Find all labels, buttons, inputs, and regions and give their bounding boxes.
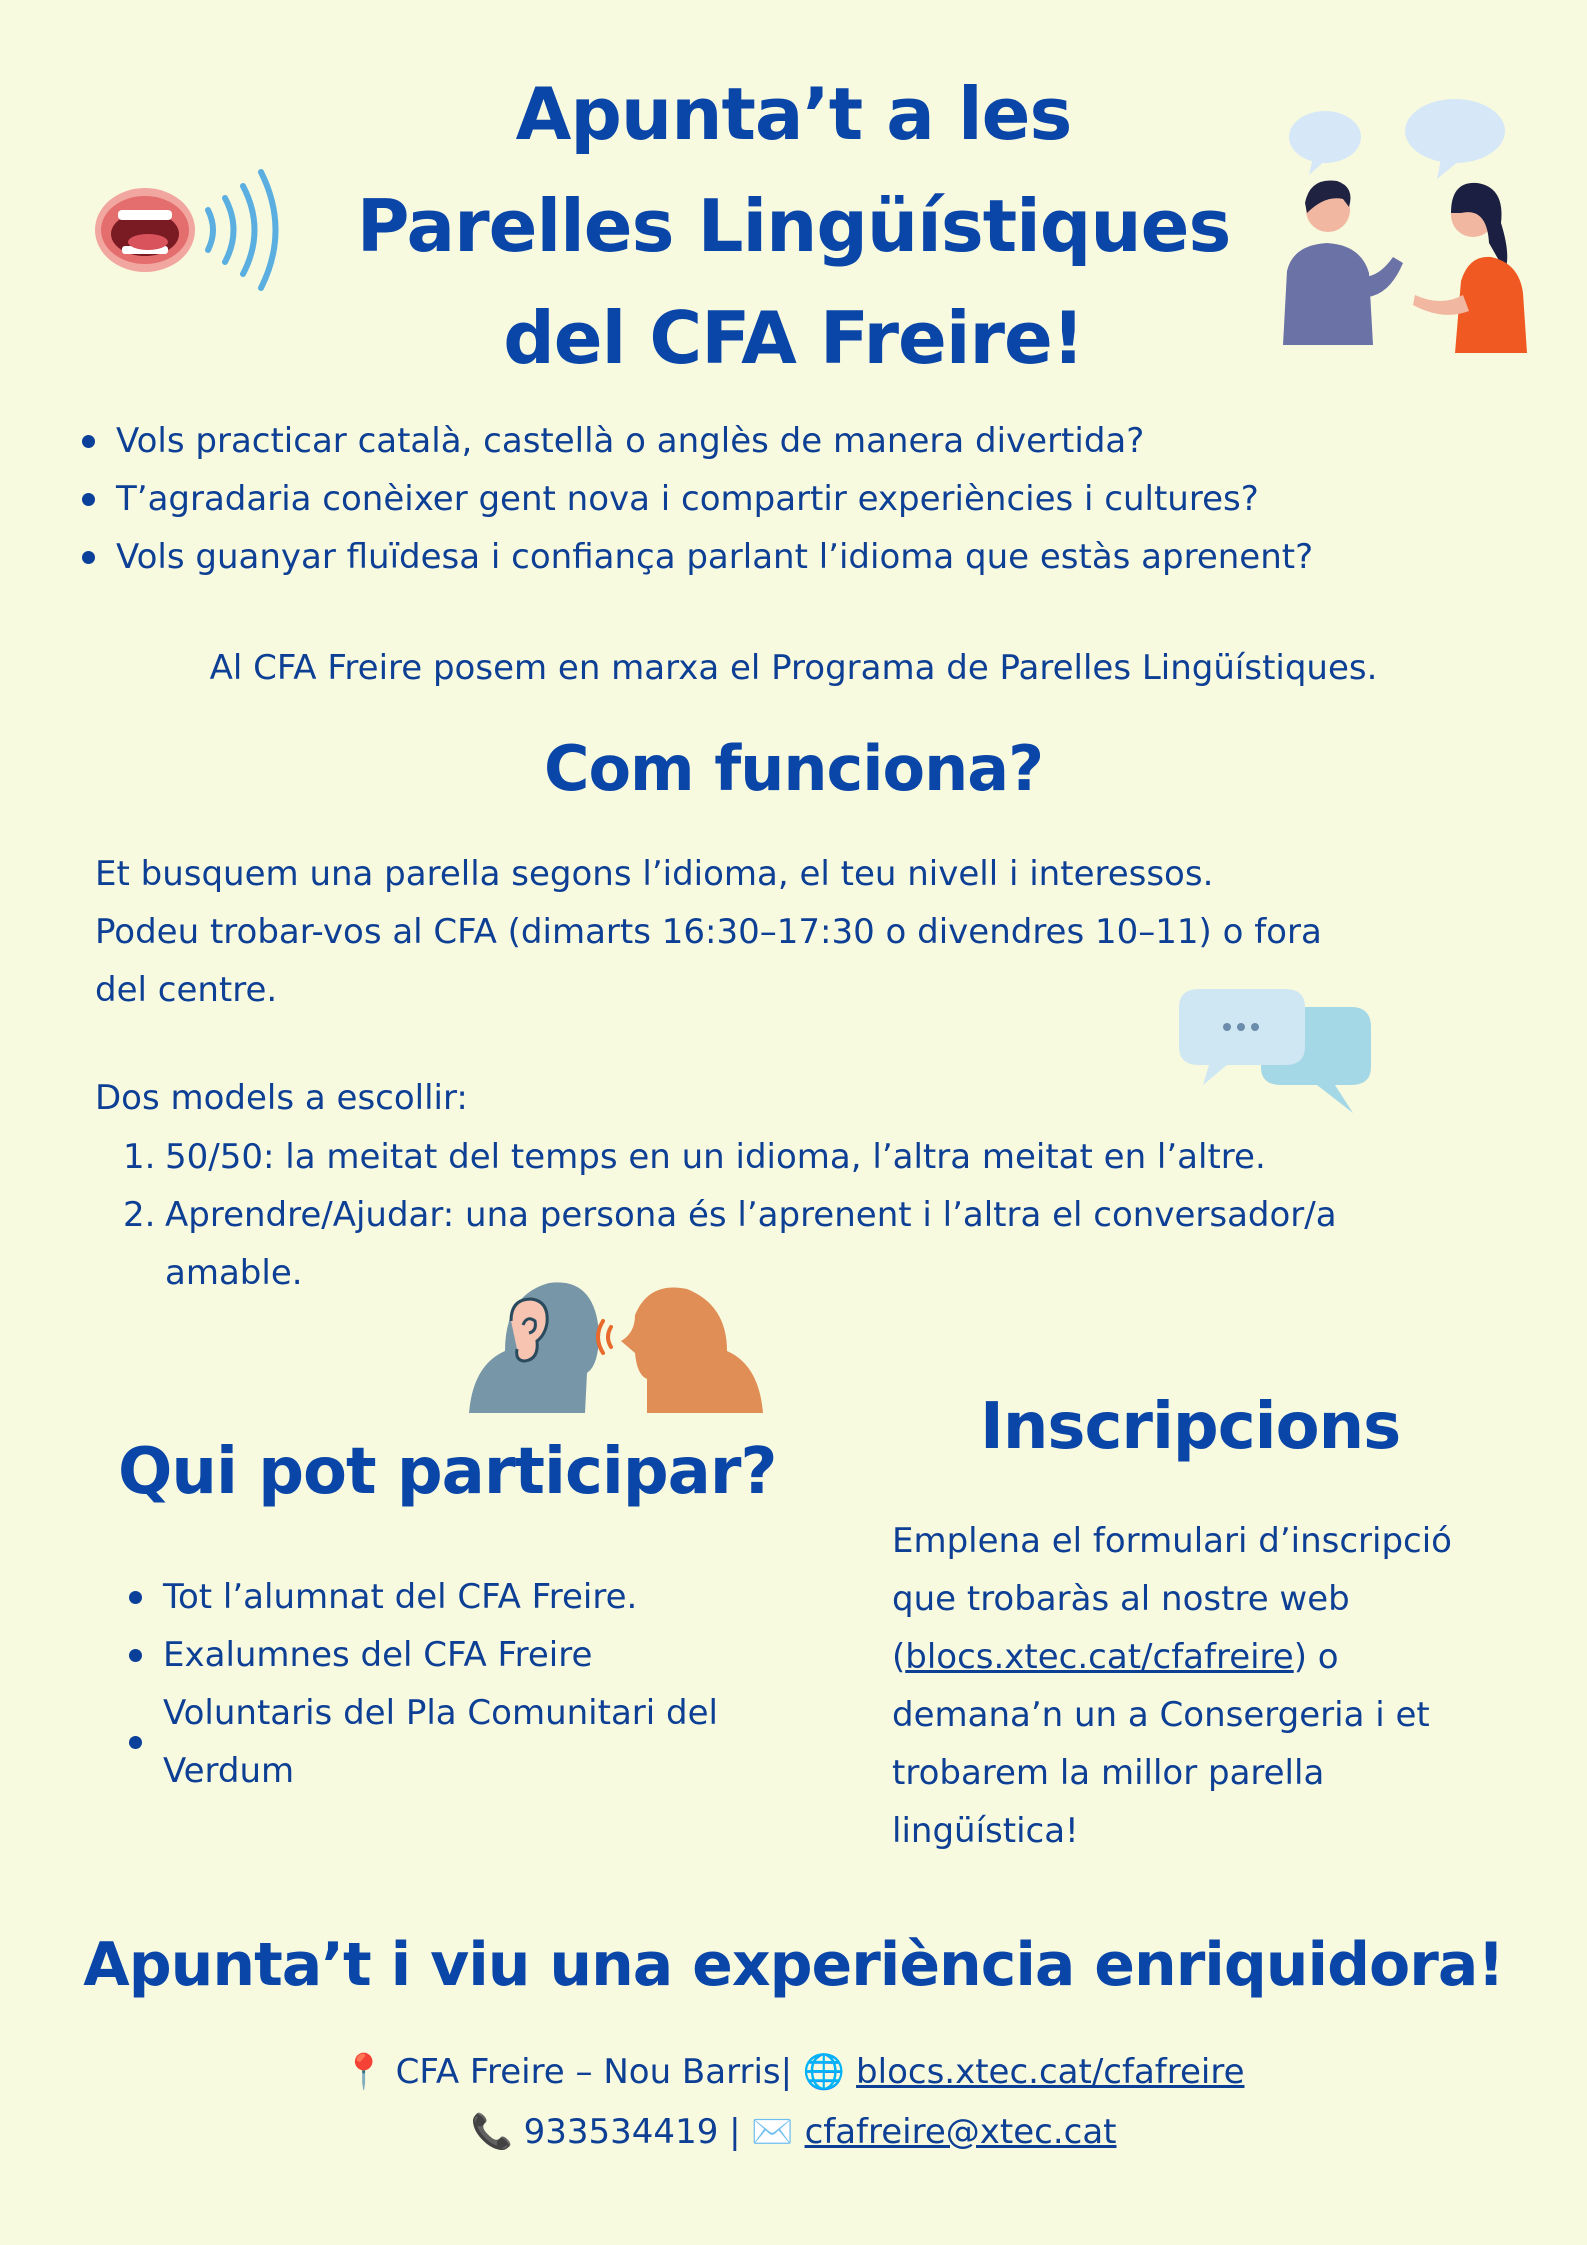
models-intro: Dos models a escollir: xyxy=(95,1078,468,1118)
signup-text xyxy=(892,1512,1452,1860)
footer-phone: 933534419 | xyxy=(523,2112,741,2152)
who-item-3-line-2: Verdum xyxy=(163,1751,295,1791)
model-item-1-line-1: 50/50: la meitat del temps en un idioma, l’altra meitat en l’altre. xyxy=(165,1137,1266,1177)
globe-icon: 🌐 xyxy=(802,2052,846,2092)
signup-line-5: trobarem la millor parella xyxy=(892,1753,1325,1793)
model-number-2: 2. xyxy=(123,1195,156,1235)
intro-bullet-list xyxy=(78,412,1313,586)
footer-line-1 xyxy=(0,2052,1587,2092)
who-item-3-line-1: Voluntaris del Pla Comunitari del xyxy=(163,1693,718,1733)
mail-icon: ✉️ xyxy=(751,2112,794,2152)
model-item-2-line-1: Aprendre/Ajudar: una persona és l’aprenent i l’altra el conversador/a xyxy=(165,1195,1337,1235)
model-number-1: 1. xyxy=(123,1137,156,1177)
who-item-3 xyxy=(125,1684,718,1800)
signup-line-6: lingüística! xyxy=(892,1811,1079,1851)
signup-line-1: Emplena el formulari d’inscripció xyxy=(892,1521,1452,1561)
chat-bubbles-icon xyxy=(1175,985,1385,1125)
how-heading: Com funciona? xyxy=(543,732,1044,805)
signup-line-4: demana’n un a Consergeria i et xyxy=(892,1695,1430,1735)
footer-line-2 xyxy=(0,2112,1587,2152)
cta-heading: Apunta’t i viu una experiència enriquidora! xyxy=(83,1930,1504,2000)
signup-web-link[interactable]: blocs.xtec.cat/cfafreire xyxy=(905,1637,1294,1677)
how-paragraph xyxy=(95,845,1322,1019)
how-paragraph-line-3: del centre. xyxy=(95,970,278,1010)
footer-web-link[interactable]: blocs.xtec.cat/cfafreire xyxy=(856,2052,1245,2092)
people-talking-illustration xyxy=(1265,95,1545,365)
title-line-2: Parelles Lingüístiques xyxy=(356,184,1231,268)
signup-heading: Inscripcions xyxy=(980,1390,1401,1464)
signup-line-2: que trobaràs al nostre web xyxy=(892,1579,1350,1619)
who-heading: Qui pot participar? xyxy=(118,1435,777,1509)
who-item-1 xyxy=(125,1568,718,1626)
signup-paren-open: ( xyxy=(892,1637,906,1677)
footer-email-link[interactable]: cfafreire@xtec.cat xyxy=(804,2112,1117,2152)
intro-bullet-1: Vols practicar català, castellà o anglès de manera divertida? xyxy=(78,412,1313,470)
footer-location: CFA Freire – Nou Barris| xyxy=(395,2052,793,2092)
who-item-1-line-1: Tot l’alumnat del CFA Freire. xyxy=(163,1577,638,1617)
signup-line-3 xyxy=(892,1628,1452,1686)
who-item-2 xyxy=(125,1626,718,1684)
who-list xyxy=(125,1568,718,1800)
model-item-1 xyxy=(95,1128,1337,1186)
who-item-2-line-1: Exalumnes del CFA Freire xyxy=(163,1635,593,1675)
title-line-3: del CFA Freire! xyxy=(503,296,1084,380)
how-paragraph-line-2: Podeu trobar-vos al CFA (dimarts 16:30–17:30 o divendres 10–11) o fora xyxy=(95,912,1322,952)
location-pin-icon: 📍 xyxy=(342,2052,385,2092)
intro-bullet-2: T’agradaria conèixer gent nova i compartir experiències i cultures? xyxy=(78,470,1313,528)
signup-paren-close: ) o xyxy=(1293,1637,1339,1677)
listening-heads-icon xyxy=(465,1275,765,1415)
title-line-1: Apunta’t a les xyxy=(515,72,1072,156)
intro-text: Al CFA Freire posem en marxa el Programa de Parelles Lingüístiques. xyxy=(209,648,1378,688)
intro-bullet-3: Vols guanyar fluïdesa i confiança parlant l’idioma que estàs aprenent? xyxy=(78,528,1313,586)
model-item-2-line-2: amable. xyxy=(165,1253,303,1293)
phone-icon: 📞 xyxy=(470,2112,513,2152)
how-paragraph-line-1: Et busquem una parella segons l’idioma, el teu nivell i interessos. xyxy=(95,854,1214,894)
